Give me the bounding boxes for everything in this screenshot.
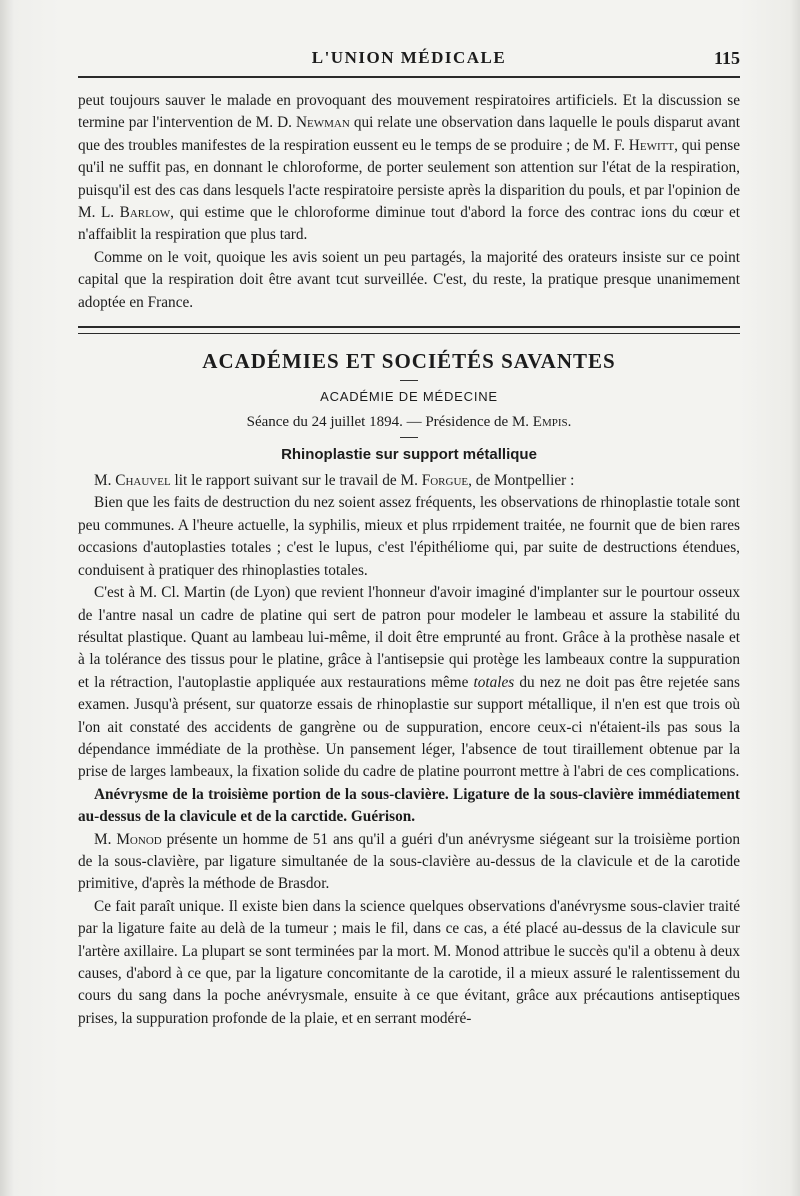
article1-paragraph-1: M. Chauvel lit le rapport suivant sur le travail de M. Forgue, de Montpellier : [94, 472, 575, 490]
session-line: Séance du 24 juillet 1894. — Présidence de M. Empis. [246, 414, 572, 431]
person-name: Barlow [119, 204, 171, 222]
subtitle-rule [400, 437, 418, 438]
intro-paragraph-1: peut toujours sauver le malade en provoquant des mouvement respiratoires artificiels. Et la discussion se termine par l'intervention de M. D. Newman qui relate une observation dans laquelle le pouls disparut avant que des troubles manifestes de la respiration eussent eu le temps de se produire ; de M. F. Hewitt, qui pense qu'il ne suffit pas, en donnant le chloroforme, de porter seulement son attention sur l'état de la respiration, puisqu'il est des cas dans lesquels l'acte respiratoire persiste après la disparition du pouls, et par l'opinion de M. L. Barlow, qui estime que le chloroforme diminue tout d'abord la force des contrac ions du cœur et n'affaiblit la respiration que plus tard. [78, 92, 740, 244]
academy-name: ACADÉMIE DE MÉDECINE [320, 389, 498, 405]
article1-paragraph-2: Bien que les faits de destruction du nez soient assez fréquents, les observations de rhinoplastie totale sont peu communes. A l'heure actuelle, la syphilis, mieux et plus rrpidement traitée, ne fournit que de bien rares occasions d'autoplasties totales ; c'est le lupus, c'est l'épithéliome qui, par suite de destructions étendues, conduisent à pratiquer des rhinoplasties totales. [78, 494, 740, 579]
page-body [78, 90, 740, 1030]
intro-paragraph-2: Comme on le voit, quoique les avis soient un peu partagés, la majorité des orateurs insiste sur ce point capital que la respiration doit être avant tcut surveillée. C'est, du reste, la pratique presque unanimement adoptée en France. [78, 248, 740, 311]
person-name: Newman [296, 114, 350, 132]
article1-paragraph-3: C'est à M. Cl. Martin (de Lyon) que revient l'honneur d'avoir imaginé d'implanter sur le pourtour osseux de l'antre nasal un cadre de platine qui sert de patron pour modeler le lambeau et assure la stabilité du résultat plastique. Quant au lambeau lui-même, il doit être emprunté au front. Grâce à la prothèse nasale et à la tolérance des tissus pour le platine, grâce à l'antisepsie qui protège les lambeaux contre la suppuration et la rétraction, l'autoplastie appliquée aux restaurations même totales du nez ne doit pas être rejetée sans examen. Jusqu'à présent, sur quatorze essais de rhinoplastie sur support métallique, il n'en est que trois où l'on ait constaté des accidents de gangrène ou de suppuration, encore ceux-ci n'étaient-ils pas sous la dépendance immédiate de la prothèse. Un pansement léger, l'absence de tout tiraillement obtenue par la prise de larges lambeaux, la fixation solide du cadre de platine pourront mettre à l'abri de ces complications. [78, 584, 740, 781]
article-heading-anevrysme: Anévrysme de la troisième portion de la sous-clavière. Ligature de la sous-clavière immédiatement au-dessus de la clavicule et de la carctide. Guérison. [78, 785, 740, 826]
section-title: ACADÉMIES ET SOCIÉTÉS SAVANTES [202, 349, 616, 374]
running-header [78, 44, 740, 74]
page-number: 115 [713, 48, 740, 68]
article2-paragraph-1: M. Monod présente un homme de 51 ans qu'il a guéri d'un anévrysme siégeant sur la troisième portion de la sous-clavière, par ligature simultanée de la sous-clavière au-dessus de la clavicule et de la carotide primitive, d'après la méthode de Brasdor. [78, 830, 741, 893]
section-divider [78, 326, 740, 334]
president-name: Empis [532, 414, 568, 431]
title-rule [400, 380, 418, 381]
emphasis: totales [473, 673, 515, 691]
person-name: Hewitt [628, 136, 675, 154]
person-name: Monod [116, 830, 162, 848]
article2-paragraph-2: Ce fait paraît unique. Il existe bien dans la science quelques observations d'anévrysme sous-clavier traité par la ligature faite au delà de la tumeur ; mais le fil, dans ce cas, a été placé au-dessus de la clavicule sur l'artère axillaire. La plupart se sont terminées par la mort. M. Monod attribue le succès qu'il a obtenu à deux causes, d'abord à ce que, par la ligature concomitante de la carotide, il a mieux assuré le ralentissement du cours du sang dans la poche anévrysmale, ensuite à ce que évitant, grâce aux précautions antiseptiques prises, la suppuration profonde de la plaie, et en serrant modéré- [78, 897, 740, 1027]
header-rule [78, 76, 740, 78]
article-heading-rhinoplastie: Rhinoplastie sur support métallique [281, 446, 537, 464]
person-name: Forgue [421, 472, 469, 490]
person-name: Chauvel [115, 472, 171, 490]
journal-title: L'UNION MÉDICALE [311, 48, 507, 67]
